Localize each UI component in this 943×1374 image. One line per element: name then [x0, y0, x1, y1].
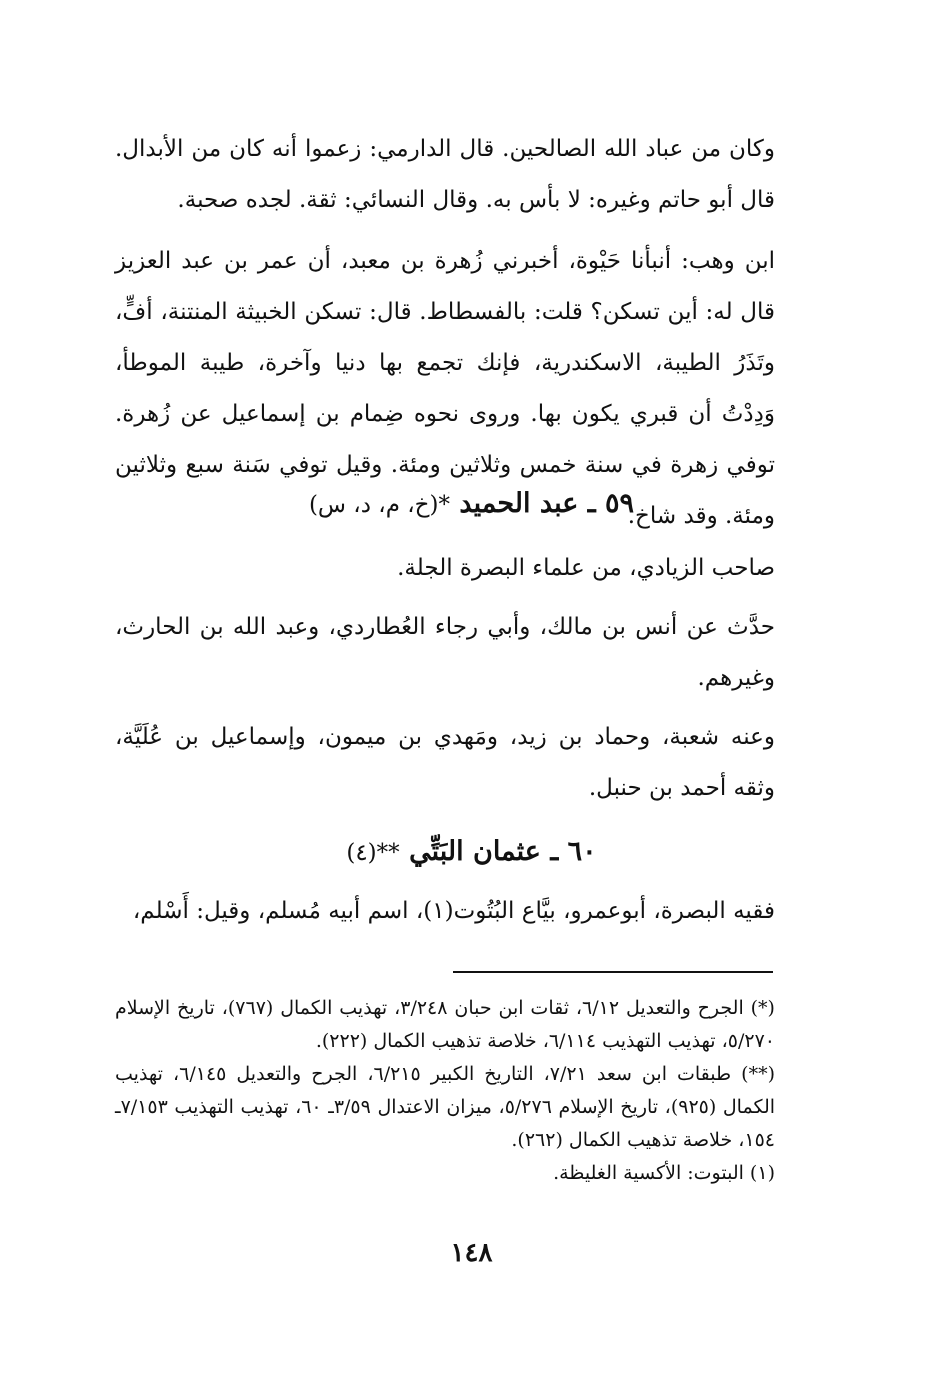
source-marks: *(خ، م، د، س) — [308, 492, 450, 518]
paragraph: ابن وهب: أنبأنا حَيْوة، أخبرني زُهرة بن معبد، أن عمر بن عبد العزيز قال له: أين تسكن؟ قلت: بالفسطاط. قال: تسكن الخبيثة المنتنة، أفٍّ، وتَذَرُ الطيبة، الاسكندرية، فإنك تجمع بها دنيا وآخرة، طيبة الموطأ، وَدِدْتُ أن قبري يكون بها. وروى نحوه ضِمام بن إسماعيل عن زُهرة. توفي زهرة في سنة خمس وثلاثين ومئة. وقيل توفي سَنة سبع وثلاثين ومئة. وقد شاخ. — [115, 248, 775, 529]
paragraph: وكان من عباد الله الصالحين. قال الدارمي: زعموا أنه كان من الأبدال. قال أبو حاتم وغيره: لا بأس به. وقال النسائي: ثقة. لجده صحبة. — [115, 136, 775, 213]
entry-60-body — [115, 886, 775, 937]
footnote-divider — [453, 971, 773, 973]
entry-number: ٦٠ ـ — [550, 836, 597, 867]
entry-59-body — [115, 543, 775, 814]
source-marks: **(٤) — [346, 840, 400, 866]
footnote: (**) طبقات ابن سعد ٧/٢١، التاريخ الكبير ٦/٢١٥، الجرح والتعديل ٦/١٤٥، تهذيب الكمال (٩٢٥)، تاريخ الإسلام ٥/٢٧٦، ميزان الاعتدال ٣/٥٩ـ ٦٠، تهذيب التهذيب ٧/١٥٣ـ ١٥٤، خلاصة تذهيب الكمال (٢٦٢). — [115, 1063, 776, 1151]
page-number: ١٤٨ — [450, 1238, 493, 1268]
paragraph: فقيه البصرة، أبوعمرو، بيَّاع البُتُوت(١)، اسم أبيه مُسلم، وقيل: أَسْلم، — [132, 898, 775, 924]
entry-58-tail — [115, 124, 775, 542]
paragraph: حدَّث عن أنس بن مالك، وأبي رجاء العُطاردي، وعبد الله بن الحارث، وغيرهم. — [115, 614, 775, 691]
entry-name: عبد الحميد — [459, 488, 579, 519]
footnote: (١) البتوت: الأكسية الغليظة. — [553, 1162, 775, 1184]
paragraph: وعنه شعبة، وحماد بن زيد، ومَهدي بن ميمون، وإسماعيل بن عُلَيَّة، وثقه أحمد بن حنبل. — [115, 724, 775, 801]
entry-60-heading — [0, 832, 943, 873]
entry-name: عثمان البَتِّي — [409, 836, 541, 867]
footnotes — [115, 992, 775, 1190]
paragraph: صاحب الزيادي، من علماء البصرة الجلة. — [397, 555, 775, 581]
entry-number: ٥٩ ـ — [587, 488, 635, 519]
entry-59-heading — [0, 484, 943, 525]
footnote: (*) الجرح والتعديل ٦/١٢، ثقات ابن حبان ٣/٢٤٨، تهذيب الكمال (٧٦٧)، تاريخ الإسلام ٥/٢٧٠، تهذيب التهذيب ٦/١١٤، خلاصة تذهيب الكمال (٢٢٢). — [115, 997, 775, 1052]
